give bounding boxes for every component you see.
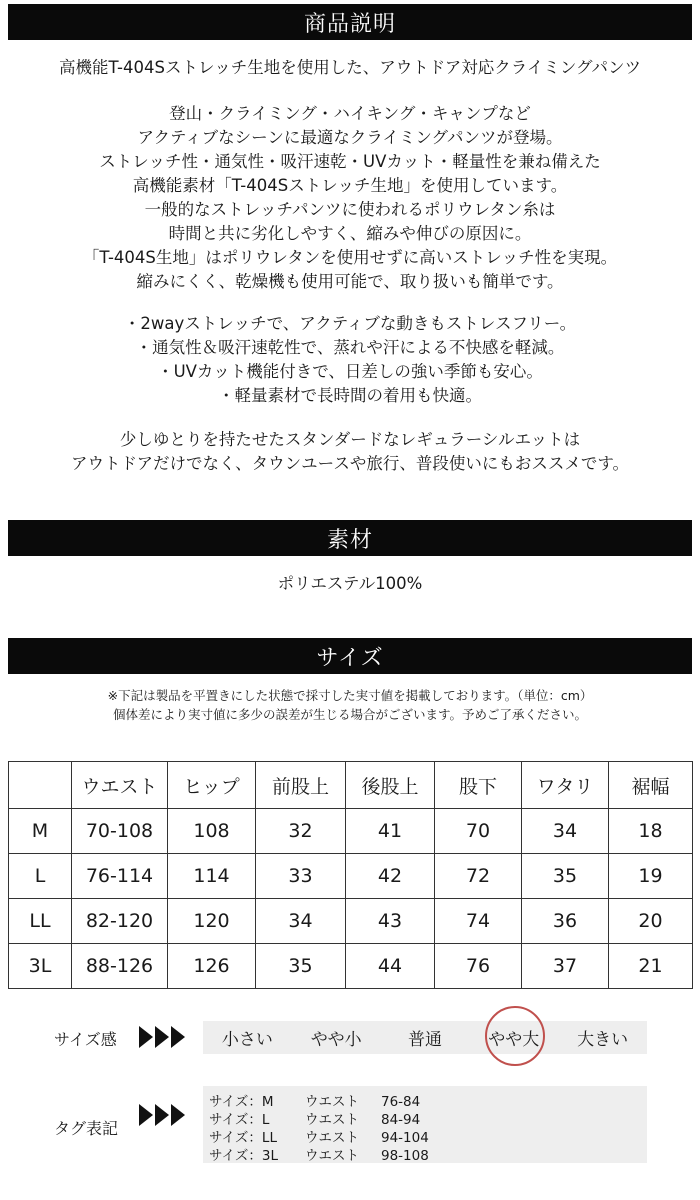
table-cell: 126: [168, 944, 256, 989]
table-cell: 43: [346, 899, 435, 944]
feature-item: ・通気性＆吸汗速乾性で、蒸れや汗による不快感を軽減。: [135, 338, 565, 357]
tag-size: サイズ：LL: [209, 1130, 277, 1146]
table-header: 前股上: [256, 762, 346, 809]
table-cell: 76: [435, 944, 522, 989]
feature-item: ・軽量素材で長時間の着用も快適。: [218, 386, 482, 405]
selected-circle-icon: [485, 1006, 545, 1066]
table-row: [9, 809, 693, 854]
table-cell: 35: [256, 944, 346, 989]
description-line: 縮みにくく、乾燥機も使用可能で、取り扱いも簡単です。: [136, 272, 564, 291]
size-heading: サイズ: [8, 638, 692, 674]
table-cell: 41: [346, 809, 435, 854]
fit-option: 普通: [407, 1030, 442, 1050]
tag-label: タグ表記: [54, 1119, 119, 1138]
table-cell: 44: [346, 944, 435, 989]
tag-measure: ウエスト: [305, 1094, 359, 1110]
tag-value: 84-94: [381, 1112, 421, 1128]
table-cell: LL: [9, 899, 72, 944]
description-line: 少しゆとりを持たせたスタンダードなレギュラーシルエットは: [119, 430, 581, 449]
table-header: ヒップ: [168, 762, 256, 809]
table-cell: 76-114: [72, 854, 168, 899]
table-cell: 72: [435, 854, 522, 899]
description-line: アクティブなシーンに最適なクライミングパンツが登場。: [137, 128, 563, 147]
size-note: 個体差により実寸値に多少の誤差が生じる場合がございます。予めご了承ください。: [112, 707, 587, 722]
table-header: 裾幅: [609, 762, 693, 809]
table-header-row: [9, 762, 693, 809]
description-line: 高機能素材「T-404Sストレッチ生地」を使用しています。: [132, 176, 568, 195]
description-line: 「T-404S生地」はポリウレタンを使用せずに高いストレッチ性を実現。: [82, 248, 618, 267]
table-header: [9, 762, 72, 809]
table-row: [9, 854, 693, 899]
material-text: ポリエステル100%: [277, 574, 423, 593]
description-line: 登山・クライミング・ハイキング・キャンプなど: [169, 104, 531, 123]
table-cell: 108: [168, 809, 256, 854]
table-cell: 42: [346, 854, 435, 899]
fit-option: 大きい: [577, 1030, 629, 1050]
table-cell: 70: [435, 809, 522, 854]
table-cell: 34: [256, 899, 346, 944]
tag-box: [203, 1086, 647, 1163]
table-header: ウエスト: [72, 762, 168, 809]
tag-row: [209, 1126, 429, 1146]
table-cell: 114: [168, 854, 256, 899]
tag-row: [209, 1090, 420, 1110]
description-line: ストレッチ性・通気性・吸汗速乾・UVカット・軽量性を兼ね備えた: [99, 152, 601, 171]
fit-option-selected: やや大: [488, 1030, 540, 1050]
material-heading: 素材: [8, 520, 692, 556]
fit-scale: [203, 1021, 647, 1054]
table-cell: 32: [256, 809, 346, 854]
fit-option: 小さい: [221, 1030, 273, 1050]
table-row: [9, 944, 693, 989]
table-row: [9, 899, 693, 944]
description-line: 時間と共に劣化しやすく、縮みや伸びの原因に。: [168, 224, 532, 243]
tag-measure: ウエスト: [305, 1148, 359, 1164]
table-header: 股下: [435, 762, 522, 809]
table-cell: 34: [522, 809, 609, 854]
table-cell: 120: [168, 899, 256, 944]
fit-option: やや小: [310, 1030, 362, 1050]
description-line: 一般的なストレッチパンツに使われるポリウレタン糸は: [144, 200, 556, 219]
table-cell: 21: [609, 944, 693, 989]
table-header: 後股上: [346, 762, 435, 809]
description-heading: 商品説明: [8, 4, 692, 40]
tag-row: [209, 1144, 429, 1164]
table-cell: 19: [609, 854, 693, 899]
table-cell: 36: [522, 899, 609, 944]
tag-size: サイズ：M: [209, 1094, 274, 1110]
table-cell: 18: [609, 809, 693, 854]
table-cell: 74: [435, 899, 522, 944]
feature-item: ・2wayストレッチで、アクティブな動きもストレスフリー。: [123, 314, 577, 333]
table-cell: 88-126: [72, 944, 168, 989]
table-cell: L: [9, 854, 72, 899]
table-cell: 70-108: [72, 809, 168, 854]
feature-item: ・UVカット機能付きで、日差しの強い季節も安心。: [157, 362, 543, 381]
description-line: アウトドアだけでなく、タウンユースや旅行、普段使いにもおススメです。: [70, 454, 630, 473]
tag-value: 76-84: [381, 1094, 421, 1110]
description-lead: 高機能T-404Sストレッチ生地を使用した、アウトドア対応クライミングパンツ: [58, 58, 641, 77]
tag-value: 98-108: [381, 1148, 429, 1164]
table-cell: 20: [609, 899, 693, 944]
fit-label: サイズ感: [54, 1030, 117, 1049]
tag-measure: ウエスト: [305, 1130, 359, 1146]
triple-arrow-icon: [139, 1026, 187, 1048]
tag-measure: ウエスト: [305, 1112, 359, 1128]
table-cell: 35: [522, 854, 609, 899]
size-note: ※下記は製品を平置きにした状態で採寸した実寸値を掲載しております。（単位：cm）: [107, 688, 593, 703]
tag-size: サイズ：3L: [209, 1148, 279, 1164]
table-cell: M: [9, 809, 72, 854]
tag-size: サイズ：L: [209, 1112, 270, 1128]
table-cell: 3L: [9, 944, 72, 989]
table-cell: 82-120: [72, 899, 168, 944]
tag-row: [209, 1108, 420, 1128]
tag-value: 94-104: [381, 1130, 429, 1146]
size-table: [8, 761, 693, 989]
triple-arrow-icon: [139, 1104, 187, 1126]
table-cell: 37: [522, 944, 609, 989]
table-cell: 33: [256, 854, 346, 899]
table-header: ワタリ: [522, 762, 609, 809]
